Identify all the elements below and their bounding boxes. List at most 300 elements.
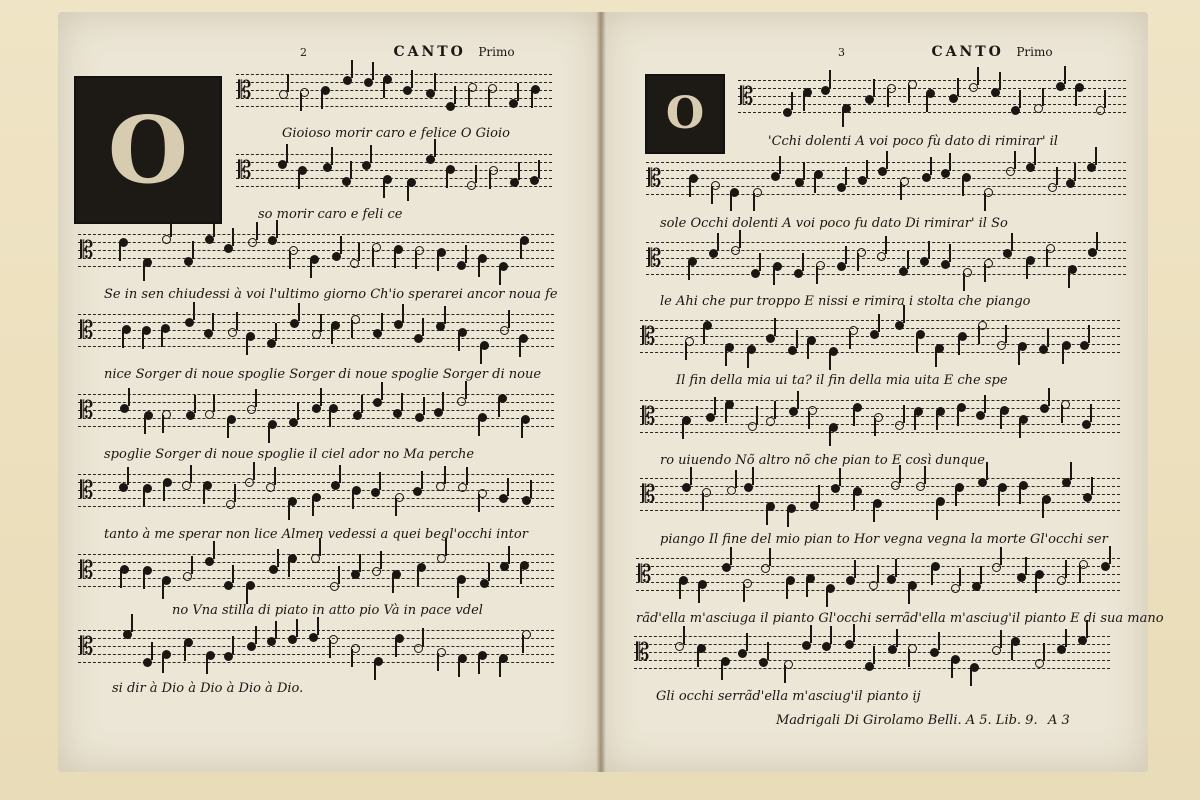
- note-stem: [401, 393, 403, 411]
- note-stem: [475, 165, 477, 183]
- right-lyric-line: le Ahi che pur troppo E nissi e rimira i stolta che piango: [660, 294, 1031, 309]
- note-stem: [143, 263, 145, 281]
- staff-line: [738, 80, 1126, 81]
- note-stem: [1079, 565, 1081, 583]
- note-stem: [538, 160, 540, 178]
- note-stem: [213, 394, 215, 412]
- note-stem: [170, 219, 172, 237]
- note-stem: [853, 408, 855, 426]
- clef-icon: 𝄡: [238, 76, 252, 104]
- note-stem: [908, 649, 910, 667]
- note-stem: [1019, 420, 1021, 438]
- staff-line: [646, 274, 1126, 275]
- note-stem: [163, 483, 165, 501]
- music-staff: [640, 320, 1120, 356]
- note-stem: [300, 93, 302, 111]
- music-staff: [78, 630, 554, 666]
- note-stem: [845, 246, 847, 264]
- staff-line: [640, 432, 1120, 433]
- note-stem: [730, 193, 732, 211]
- note-stem: [288, 502, 290, 520]
- note-stem: [1064, 66, 1066, 84]
- staff-line: [236, 178, 552, 179]
- note-stem: [478, 494, 480, 512]
- note-stem: [287, 74, 289, 92]
- note-stem: [151, 642, 153, 660]
- note-stem: [978, 326, 980, 344]
- note-stem: [1048, 388, 1050, 406]
- note-stem: [468, 88, 470, 106]
- note-stem: [711, 186, 713, 204]
- note-stem: [352, 491, 354, 509]
- note-stem: [190, 465, 192, 483]
- staff-line: [236, 154, 552, 155]
- note-stem: [1070, 462, 1072, 480]
- note-stem: [358, 243, 360, 261]
- note-stem: [786, 581, 788, 599]
- clef-icon: 𝄡: [80, 396, 94, 424]
- note-stem: [689, 179, 691, 197]
- note-stem: [730, 547, 732, 565]
- note-stem: [803, 162, 805, 180]
- note-stem: [1068, 270, 1070, 288]
- clef-icon: 𝄡: [648, 244, 662, 272]
- note-stem: [1109, 546, 1111, 564]
- note-stem: [802, 253, 804, 271]
- note-stem: [395, 498, 397, 516]
- note-stem: [936, 412, 938, 430]
- note-stem: [980, 566, 982, 584]
- note-stem: [128, 388, 130, 406]
- note-stem: [508, 546, 510, 564]
- note-stem: [478, 656, 480, 674]
- note-stem: [986, 462, 988, 480]
- note-stem: [297, 402, 299, 420]
- clef-icon: 𝄡: [638, 560, 652, 588]
- note-stem: [232, 565, 234, 583]
- note-stem: [421, 471, 423, 489]
- note-stem: [866, 160, 868, 178]
- note-stem: [521, 420, 523, 438]
- note-stem: [246, 337, 248, 355]
- note-stem: [984, 193, 986, 211]
- note-stem: [457, 580, 459, 598]
- note-stem: [274, 467, 276, 485]
- note-stem: [162, 581, 164, 599]
- note-stem: [489, 171, 491, 189]
- note-stem: [446, 170, 448, 188]
- note-stem: [320, 314, 322, 332]
- note-stem: [779, 156, 781, 174]
- staff-line: [738, 104, 1126, 105]
- note-stem: [444, 306, 446, 324]
- note-stem: [275, 323, 277, 341]
- music-staff: [78, 234, 554, 270]
- staff-line: [236, 170, 552, 171]
- note-stem: [829, 70, 831, 88]
- note-stem: [256, 222, 258, 240]
- note-stem: [518, 162, 520, 180]
- note-stem: [702, 493, 704, 511]
- note-stem: [900, 182, 902, 200]
- note-stem: [402, 304, 404, 322]
- note-stem: [908, 85, 910, 103]
- left-lyric-line: Se in sen chiudessi à voi l'ultimo giorno Ch'io sperarei ancor noua fe: [104, 287, 558, 302]
- note-stem: [465, 245, 467, 263]
- note-stem: [236, 312, 238, 330]
- staff-line: [78, 630, 554, 631]
- note-stem: [288, 559, 290, 577]
- note-stem: [507, 478, 509, 496]
- note-stem: [752, 467, 754, 485]
- note-stem: [857, 253, 859, 271]
- note-stem: [415, 251, 417, 269]
- note-stem: [908, 586, 910, 604]
- note-stem: [683, 626, 685, 644]
- music-staff: [236, 74, 552, 110]
- note-stem: [338, 566, 340, 584]
- right-lyric-line: Gli occhi serrãd'ella m'asciug'il pianto ij: [656, 689, 921, 704]
- note-stem: [395, 639, 397, 657]
- right-part-label: Primo: [1016, 45, 1053, 59]
- note-stem: [310, 260, 312, 278]
- note-stem: [520, 566, 522, 584]
- note-stem: [519, 339, 521, 357]
- note-stem: [434, 73, 436, 91]
- clef-icon: 𝄡: [80, 236, 94, 264]
- note-stem: [725, 348, 727, 366]
- note-stem: [717, 233, 719, 251]
- note-stem: [1062, 346, 1064, 364]
- staff-line: [236, 82, 552, 83]
- note-stem: [340, 236, 342, 254]
- note-stem: [735, 470, 737, 488]
- note-stem: [759, 253, 761, 271]
- note-stem: [1000, 630, 1002, 648]
- note-stem: [839, 468, 841, 486]
- note-stem: [312, 498, 314, 516]
- note-stem: [756, 406, 758, 424]
- note-stem: [498, 399, 500, 417]
- note-stem: [372, 248, 374, 266]
- staff-line: [78, 402, 554, 403]
- music-staff: [636, 558, 1120, 594]
- note-stem: [144, 416, 146, 434]
- note-stem: [830, 626, 832, 644]
- staff-line: [78, 482, 554, 483]
- note-stem: [331, 147, 333, 165]
- staff-line: [636, 558, 1120, 559]
- clef-icon: 𝄡: [80, 476, 94, 504]
- clef-icon: 𝄡: [642, 402, 656, 430]
- note-stem: [1019, 486, 1021, 504]
- note-stem: [517, 83, 519, 101]
- note-stem: [1034, 147, 1036, 165]
- note-stem: [212, 313, 214, 331]
- note-stem: [142, 331, 144, 349]
- note-stem: [806, 579, 808, 597]
- clef-icon: 𝄡: [740, 82, 754, 110]
- left-lyric-line: no Vna stilla di piato in atto pio Và in pace vdel: [172, 603, 483, 618]
- note-stem: [903, 405, 905, 423]
- note-stem: [194, 395, 196, 413]
- note-stem: [488, 89, 490, 107]
- note-stem: [970, 668, 972, 686]
- note-stem: [774, 318, 776, 336]
- note-stem: [895, 559, 897, 577]
- right-decorated-initial: [645, 74, 725, 154]
- note-stem: [873, 504, 875, 522]
- staff-line: [640, 320, 1120, 321]
- note-stem: [246, 586, 248, 604]
- note-stem: [853, 492, 855, 510]
- note-stem: [1047, 329, 1049, 347]
- note-stem: [703, 326, 705, 344]
- note-stem: [1104, 90, 1106, 108]
- note-stem: [394, 250, 396, 268]
- staff-line: [640, 352, 1120, 353]
- note-stem: [853, 624, 855, 642]
- note-stem: [807, 341, 809, 359]
- note-stem: [854, 560, 856, 578]
- music-staff: [78, 314, 554, 350]
- note-stem: [931, 567, 933, 585]
- note-stem: [810, 625, 812, 643]
- note-stem: [928, 241, 930, 259]
- left-initial-letter: O: [107, 96, 189, 204]
- note-stem: [392, 575, 394, 593]
- note-stem: [531, 90, 533, 108]
- note-stem: [253, 462, 255, 480]
- staff-line: [636, 590, 1120, 591]
- note-stem: [1075, 88, 1077, 106]
- left-decorated-initial: [74, 76, 222, 224]
- staff-line: [634, 644, 1110, 645]
- note-stem: [444, 466, 446, 484]
- note-stem: [721, 662, 723, 680]
- clef-icon: 𝄡: [80, 632, 94, 660]
- note-stem: [465, 381, 467, 399]
- staff-line: [646, 178, 1126, 179]
- staff-line: [78, 474, 554, 475]
- note-stem: [977, 67, 979, 85]
- note-stem: [679, 581, 681, 599]
- note-stem: [437, 653, 439, 671]
- note-stem: [383, 180, 385, 198]
- note-stem: [1026, 261, 1028, 279]
- clef-icon: 𝄡: [238, 156, 252, 184]
- note-stem: [739, 230, 741, 248]
- note-stem: [746, 633, 748, 651]
- staff-line: [738, 112, 1126, 113]
- note-stem: [808, 411, 810, 429]
- note-stem: [1025, 557, 1027, 575]
- clef-icon: 𝄡: [80, 316, 94, 344]
- right-page-number: 3: [838, 46, 845, 59]
- left-lyric-line: Gioioso morir caro e felice O Gioio: [282, 126, 510, 141]
- note-stem: [907, 251, 909, 269]
- note-stem: [1065, 629, 1067, 647]
- note-stem: [955, 488, 957, 506]
- note-stem: [1019, 90, 1021, 108]
- music-staff: [78, 554, 554, 590]
- music-staff: [640, 478, 1120, 514]
- note-stem: [321, 91, 323, 109]
- note-stem: [784, 665, 786, 683]
- note-stem: [1090, 404, 1092, 422]
- note-stem: [878, 314, 880, 332]
- note-stem: [276, 220, 278, 238]
- note-stem: [162, 655, 164, 673]
- note-stem: [320, 388, 322, 406]
- note-stem: [849, 331, 851, 349]
- note-stem: [331, 326, 333, 344]
- staff-line: [646, 266, 1126, 267]
- left-page-header: [300, 44, 515, 60]
- staff-line: [78, 646, 554, 647]
- note-stem: [423, 397, 425, 415]
- note-stem: [422, 628, 424, 646]
- right-lyric-line: 'Cchi dolenti A voi poco fù dato di rimirar' il: [768, 134, 1058, 149]
- left-lyric-line: si dir à Dio à Dio à Dio à Dio.: [112, 681, 304, 696]
- note-stem: [787, 509, 789, 527]
- clef-icon: 𝄡: [648, 164, 662, 192]
- note-stem: [873, 79, 875, 97]
- music-staff: [236, 154, 552, 190]
- note-stem: [1042, 500, 1044, 518]
- note-stem: [407, 183, 409, 201]
- note-stem: [773, 267, 775, 285]
- note-stem: [478, 418, 480, 436]
- music-staff: [640, 400, 1120, 436]
- music-staff: [78, 394, 554, 430]
- note-stem: [957, 78, 959, 96]
- right-initial-letter: O: [665, 88, 705, 139]
- note-stem: [383, 80, 385, 98]
- note-stem: [442, 392, 444, 410]
- note-stem: [434, 139, 436, 157]
- staff-line: [78, 250, 554, 251]
- note-stem: [885, 236, 887, 254]
- note-stem: [234, 484, 236, 502]
- right-lyric-line: rãd'ella m'asciuga il pianto Gl'occhi serrãd'ella m'asciug'il pianto E di sua mano: [636, 611, 1164, 626]
- note-stem: [829, 352, 831, 370]
- note-stem: [697, 649, 699, 667]
- right-page-header: [838, 44, 1053, 60]
- left-page-number: 2: [300, 46, 307, 59]
- note-stem: [963, 273, 965, 291]
- note-stem: [826, 589, 828, 607]
- note-stem: [1000, 547, 1002, 565]
- note-stem: [1035, 575, 1037, 593]
- note-stem: [193, 302, 195, 320]
- note-stem: [381, 382, 383, 400]
- note-stem: [690, 467, 692, 485]
- note-stem: [127, 467, 129, 485]
- note-stem: [520, 241, 522, 259]
- note-stem: [499, 267, 501, 285]
- note-stem: [916, 335, 918, 353]
- note-stem: [361, 395, 363, 413]
- note-stem: [122, 330, 124, 348]
- clef-icon: 𝄡: [642, 322, 656, 350]
- note-stem: [1065, 560, 1067, 578]
- note-stem: [803, 93, 805, 111]
- note-stem: [791, 92, 793, 110]
- note-stem: [930, 157, 932, 175]
- staff-line: [640, 478, 1120, 479]
- note-stem: [298, 303, 300, 321]
- note-stem: [1056, 167, 1058, 185]
- note-stem: [275, 621, 277, 639]
- note-stem: [191, 556, 193, 574]
- signature-mark: A 3: [1048, 713, 1070, 728]
- note-stem: [350, 161, 352, 179]
- note-stem: [1018, 347, 1020, 365]
- note-stem: [896, 629, 898, 647]
- note-stem: [351, 649, 353, 667]
- right-lyric-line: Il fin della mia ui ta? il fin della mia uita E che spe: [676, 373, 1008, 388]
- right-lyric-line: piango Il fine del mio pian to Hor vegna vegna la morte Gl'occhi ser: [660, 532, 1108, 547]
- note-stem: [958, 337, 960, 355]
- note-stem: [747, 350, 749, 368]
- note-stem: [227, 420, 229, 438]
- note-stem: [329, 640, 331, 658]
- staff-line: [78, 322, 554, 323]
- note-stem: [1091, 477, 1093, 495]
- note-stem: [255, 626, 257, 644]
- note-stem: [1043, 643, 1045, 661]
- note-stem: [957, 408, 959, 426]
- note-stem: [1046, 249, 1048, 267]
- staff-line: [236, 74, 552, 75]
- note-stem: [372, 62, 374, 80]
- note-stem: [877, 565, 879, 583]
- note-stem: [437, 253, 439, 271]
- note-stem: [359, 554, 361, 572]
- staff-line: [236, 186, 552, 187]
- right-lyric-line: ro uiuendo Nõ altro nõ che pian to E così dunque: [660, 453, 985, 468]
- note-stem: [818, 485, 820, 503]
- note-stem: [508, 310, 510, 328]
- note-stem: [924, 466, 926, 484]
- note-stem: [962, 178, 964, 196]
- book-gutter: [596, 12, 606, 772]
- left-lyric-line: tanto à me sperar non lice Almen vedessi a quei begl'occhi intor: [104, 527, 528, 542]
- staff-line: [646, 194, 1126, 195]
- note-stem: [317, 617, 319, 635]
- note-stem: [255, 389, 257, 407]
- note-stem: [329, 409, 331, 427]
- colophon: Madrigali Di Girolamo Belli. A 5. Lib. 9.: [776, 713, 1038, 728]
- note-stem: [998, 488, 1000, 506]
- note-stem: [767, 642, 769, 660]
- left-lyric-line: so morir caro e feli ce: [258, 207, 403, 222]
- note-stem: [698, 585, 700, 603]
- right-lyric-line: sole Occhi dolenti A voi poco fu dato Di rimirar' il So: [660, 216, 1008, 231]
- note-stem: [797, 391, 799, 409]
- clef-icon: 𝄡: [636, 638, 650, 666]
- staff-line: [78, 234, 554, 235]
- staff-line: [78, 394, 554, 395]
- note-stem: [411, 70, 413, 88]
- note-stem: [454, 86, 456, 104]
- note-stem: [213, 541, 215, 559]
- note-stem: [232, 228, 234, 246]
- note-stem: [499, 659, 501, 677]
- note-stem: [914, 412, 916, 430]
- note-stem: [951, 660, 953, 678]
